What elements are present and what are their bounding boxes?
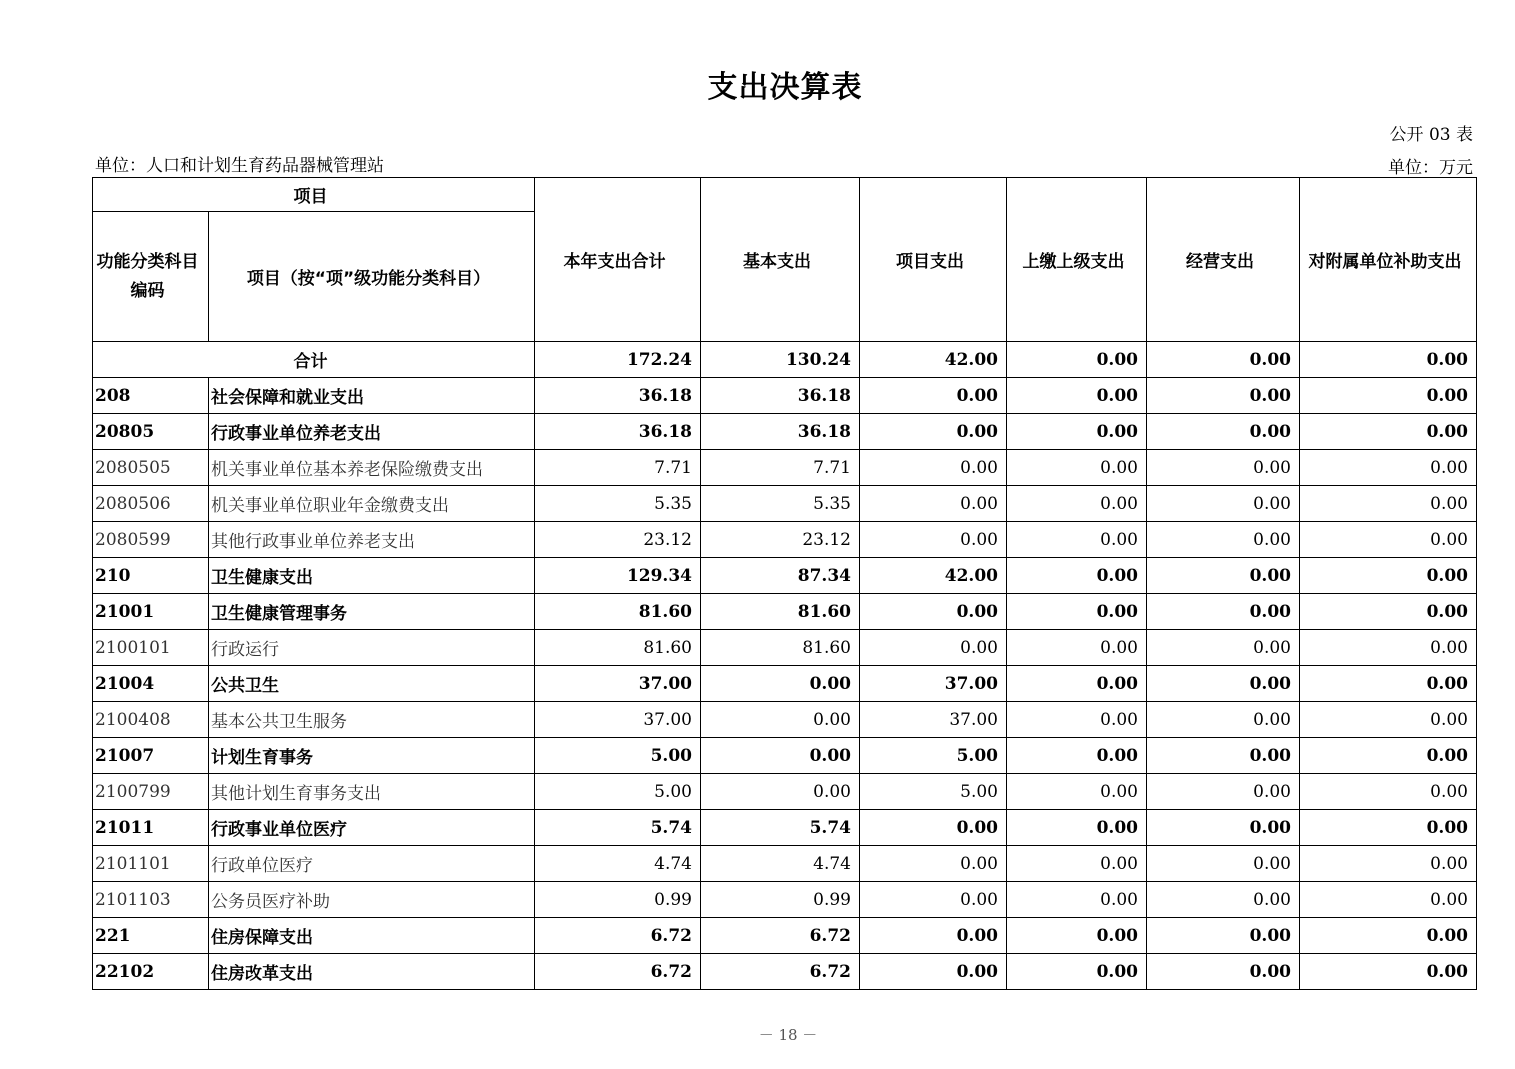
row-value: 0.00	[1007, 378, 1147, 414]
row-code: 210	[93, 558, 209, 594]
row-value: 6.72	[535, 918, 701, 954]
header-project: 项目支出	[860, 178, 1007, 342]
row-name: 其他行政事业单位养老支出	[209, 522, 535, 558]
row-code: 2101101	[93, 846, 209, 882]
expenditure-table	[92, 177, 1477, 990]
row-value: 0.00	[1300, 666, 1477, 702]
row-name: 卫生健康支出	[209, 558, 535, 594]
row-value: 0.00	[860, 954, 1007, 990]
row-value: 36.18	[701, 378, 860, 414]
row-value: 0.00	[1007, 486, 1147, 522]
table-row	[93, 414, 1477, 450]
total-value: 172.24	[535, 342, 701, 378]
table-row	[93, 954, 1477, 990]
row-value: 0.00	[1007, 414, 1147, 450]
row-value: 37.00	[860, 702, 1007, 738]
row-value: 0.00	[860, 846, 1007, 882]
row-value: 0.00	[860, 630, 1007, 666]
row-value: 5.00	[535, 774, 701, 810]
row-value: 0.00	[860, 522, 1007, 558]
row-value: 0.00	[701, 774, 860, 810]
row-value: 0.00	[860, 414, 1007, 450]
row-name: 行政运行	[209, 630, 535, 666]
row-value: 0.00	[1147, 522, 1300, 558]
row-value: 0.00	[1300, 450, 1477, 486]
total-row	[93, 342, 1477, 378]
form-number: 公开 03 表	[1389, 125, 1473, 145]
row-value: 0.00	[701, 702, 860, 738]
row-value: 6.72	[535, 954, 701, 990]
row-value: 0.00	[701, 738, 860, 774]
header-business: 经营支出	[1147, 178, 1300, 342]
row-name: 机关事业单位基本养老保险缴费支出	[209, 450, 535, 486]
table-row	[93, 882, 1477, 918]
row-value: 0.00	[1300, 594, 1477, 630]
row-value: 0.00	[1007, 918, 1147, 954]
row-value: 6.72	[701, 954, 860, 990]
row-code: 2080599	[93, 522, 209, 558]
total-value: 0.00	[1147, 342, 1300, 378]
total-value: 0.00	[1300, 342, 1477, 378]
row-value: 0.00	[1007, 846, 1147, 882]
row-value: 0.00	[701, 666, 860, 702]
table-row	[93, 378, 1477, 414]
row-value: 0.00	[1147, 594, 1300, 630]
row-value: 81.60	[535, 594, 701, 630]
page-number: － 18 －	[758, 1026, 818, 1044]
row-code: 22102	[93, 954, 209, 990]
row-value: 0.00	[860, 378, 1007, 414]
row-value: 0.00	[1147, 378, 1300, 414]
row-name: 基本公共卫生服务	[209, 702, 535, 738]
row-value: 0.00	[1147, 918, 1300, 954]
header-code: 功能分类科目编码	[93, 212, 209, 342]
header-name: 项目（按“项”级功能分类科目）	[209, 212, 535, 342]
row-value: 5.74	[701, 810, 860, 846]
row-value: 0.00	[1007, 702, 1147, 738]
row-value: 42.00	[860, 558, 1007, 594]
row-code: 2080506	[93, 486, 209, 522]
table-row	[93, 594, 1477, 630]
row-value: 23.12	[535, 522, 701, 558]
table-row	[93, 666, 1477, 702]
row-name: 行政事业单位养老支出	[209, 414, 535, 450]
row-value: 0.00	[1300, 846, 1477, 882]
row-value: 4.74	[535, 846, 701, 882]
row-value: 5.00	[860, 774, 1007, 810]
row-name: 社会保障和就业支出	[209, 378, 535, 414]
row-name: 行政单位医疗	[209, 846, 535, 882]
row-value: 0.00	[1147, 738, 1300, 774]
row-code: 2101103	[93, 882, 209, 918]
row-code: 2100408	[93, 702, 209, 738]
row-value: 37.00	[535, 666, 701, 702]
table-row	[93, 630, 1477, 666]
row-value: 0.00	[1300, 954, 1477, 990]
row-value: 5.74	[535, 810, 701, 846]
table-row	[93, 450, 1477, 486]
row-value: 0.00	[1147, 810, 1300, 846]
reporting-unit: 单位：人口和计划生育药品器械管理站	[95, 156, 384, 176]
row-value: 0.00	[1300, 702, 1477, 738]
row-value: 0.00	[1300, 486, 1477, 522]
row-value: 0.00	[1147, 774, 1300, 810]
page-title: 支出决算表	[707, 70, 863, 105]
row-value: 0.00	[1147, 666, 1300, 702]
row-value: 0.99	[701, 882, 860, 918]
row-value: 4.74	[701, 846, 860, 882]
row-value: 81.60	[701, 594, 860, 630]
row-value: 0.00	[1147, 414, 1300, 450]
total-value: 130.24	[701, 342, 860, 378]
row-name: 卫生健康管理事务	[209, 594, 535, 630]
row-value: 0.00	[1300, 738, 1477, 774]
row-value: 0.00	[1147, 846, 1300, 882]
row-value: 0.00	[1007, 522, 1147, 558]
total-label: 合计	[93, 342, 535, 378]
row-code: 208	[93, 378, 209, 414]
row-code: 21004	[93, 666, 209, 702]
table-row	[93, 522, 1477, 558]
row-code: 21007	[93, 738, 209, 774]
row-code: 2100101	[93, 630, 209, 666]
row-value: 6.72	[701, 918, 860, 954]
row-name: 机关事业单位职业年金缴费支出	[209, 486, 535, 522]
row-value: 0.00	[1300, 630, 1477, 666]
row-value: 7.71	[535, 450, 701, 486]
row-name: 计划生育事务	[209, 738, 535, 774]
row-code: 20805	[93, 414, 209, 450]
row-value: 0.99	[535, 882, 701, 918]
row-value: 0.00	[860, 594, 1007, 630]
row-value: 0.00	[860, 810, 1007, 846]
row-value: 0.00	[1007, 630, 1147, 666]
header-subsidy: 对附属单位补助支出	[1300, 178, 1477, 342]
row-value: 0.00	[1300, 414, 1477, 450]
row-value: 0.00	[1300, 558, 1477, 594]
row-value: 0.00	[1147, 486, 1300, 522]
row-value: 0.00	[1007, 954, 1147, 990]
row-code: 2080505	[93, 450, 209, 486]
row-value: 0.00	[860, 450, 1007, 486]
row-value: 0.00	[1300, 918, 1477, 954]
table-row	[93, 774, 1477, 810]
row-value: 5.35	[701, 486, 860, 522]
row-value: 0.00	[1147, 954, 1300, 990]
row-value: 23.12	[701, 522, 860, 558]
row-value: 0.00	[1007, 738, 1147, 774]
row-value: 0.00	[1147, 702, 1300, 738]
row-name: 行政事业单位医疗	[209, 810, 535, 846]
table-row	[93, 918, 1477, 954]
row-value: 0.00	[1300, 378, 1477, 414]
header-total: 本年支出合计	[535, 178, 701, 342]
currency-unit: 单位：万元	[1388, 158, 1473, 178]
row-value: 0.00	[860, 486, 1007, 522]
row-name: 住房改革支出	[209, 954, 535, 990]
row-code: 21011	[93, 810, 209, 846]
header-row-1	[93, 178, 1477, 212]
row-value: 7.71	[701, 450, 860, 486]
row-value: 36.18	[701, 414, 860, 450]
row-value: 0.00	[1147, 882, 1300, 918]
row-value: 5.35	[535, 486, 701, 522]
row-value: 0.00	[1007, 558, 1147, 594]
row-value: 5.00	[860, 738, 1007, 774]
row-value: 0.00	[1007, 882, 1147, 918]
row-value: 87.34	[701, 558, 860, 594]
row-value: 37.00	[860, 666, 1007, 702]
row-value: 0.00	[1007, 666, 1147, 702]
row-code: 221	[93, 918, 209, 954]
table-row	[93, 810, 1477, 846]
row-value: 0.00	[1147, 630, 1300, 666]
row-name: 公务员医疗补助	[209, 882, 535, 918]
row-value: 0.00	[1007, 450, 1147, 486]
row-value: 0.00	[1007, 774, 1147, 810]
row-value: 0.00	[860, 918, 1007, 954]
row-value: 129.34	[535, 558, 701, 594]
row-value: 0.00	[1300, 774, 1477, 810]
row-value: 5.00	[535, 738, 701, 774]
row-value: 36.18	[535, 378, 701, 414]
table-row	[93, 738, 1477, 774]
row-value: 0.00	[1007, 594, 1147, 630]
table-row	[93, 558, 1477, 594]
total-value: 42.00	[860, 342, 1007, 378]
row-value: 0.00	[860, 882, 1007, 918]
header-basic: 基本支出	[701, 178, 860, 342]
total-value: 0.00	[1007, 342, 1147, 378]
row-value: 0.00	[1147, 450, 1300, 486]
table-row	[93, 846, 1477, 882]
row-code: 2100799	[93, 774, 209, 810]
header-upper: 上缴上级支出	[1007, 178, 1147, 342]
header-item-group: 项目	[93, 178, 535, 212]
row-value: 37.00	[535, 702, 701, 738]
table-row	[93, 702, 1477, 738]
row-value: 0.00	[1147, 558, 1300, 594]
row-value: 36.18	[535, 414, 701, 450]
row-value: 0.00	[1300, 810, 1477, 846]
row-value: 0.00	[1300, 522, 1477, 558]
row-name: 公共卫生	[209, 666, 535, 702]
row-value: 81.60	[701, 630, 860, 666]
row-code: 21001	[93, 594, 209, 630]
row-name: 其他计划生育事务支出	[209, 774, 535, 810]
table-row	[93, 486, 1477, 522]
row-value: 81.60	[535, 630, 701, 666]
row-value: 0.00	[1300, 882, 1477, 918]
row-name: 住房保障支出	[209, 918, 535, 954]
row-value: 0.00	[1007, 810, 1147, 846]
